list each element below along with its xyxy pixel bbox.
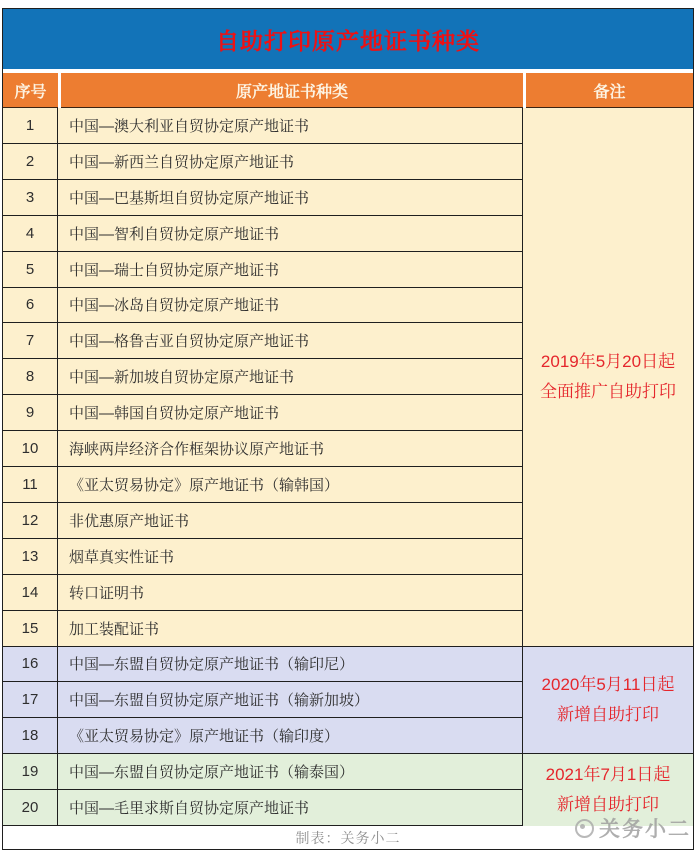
row-seq: 6 (3, 288, 58, 324)
row-seq: 20 (3, 790, 58, 826)
row-certificate-type: 中国—韩国自贸协定原产地证书 (58, 395, 523, 431)
row-certificate-type: 烟草真实性证书 (58, 539, 523, 575)
row-certificate-type: 中国—东盟自贸协定原产地证书（输新加坡） (58, 682, 523, 718)
row-certificate-type: 非优惠原产地证书 (58, 503, 523, 539)
watermark-text: 关务小二 (599, 818, 691, 841)
row-seq: 17 (3, 682, 58, 718)
row-seq: 8 (3, 359, 58, 395)
row-seq: 1 (3, 108, 58, 144)
row-certificate-type: 中国—瑞士自贸协定原产地证书 (58, 252, 523, 288)
column-header-type: 原产地证书种类 (61, 73, 523, 108)
row-seq: 15 (3, 611, 58, 647)
note-merged-cell (523, 108, 693, 647)
row-seq: 13 (3, 539, 58, 575)
row-seq: 7 (3, 323, 58, 359)
row-certificate-type: 中国—冰岛自贸协定原产地证书 (58, 288, 523, 324)
certificate-table (2, 8, 694, 850)
note-line2: 全面推广自助打印 (540, 381, 676, 401)
row-certificate-type: 加工装配证书 (58, 611, 523, 647)
table-header-row (3, 73, 693, 108)
row-certificate-type: 中国—巴基斯坦自贸协定原产地证书 (58, 180, 523, 216)
row-seq: 12 (3, 503, 58, 539)
note-line2: 新增自助打印 (557, 704, 659, 724)
row-seq: 18 (3, 718, 58, 754)
note-line1: 2021年7月1日起 (545, 765, 671, 785)
note-merged-cell (523, 754, 693, 826)
row-seq: 16 (3, 647, 58, 683)
table-footer (3, 826, 693, 849)
credit-text: 制表：关务小二 (295, 829, 401, 846)
row-seq: 11 (3, 467, 58, 503)
column-header-seq: 序号 (3, 73, 58, 108)
row-seq: 14 (3, 575, 58, 611)
row-certificate-type: 中国—新西兰自贸协定原产地证书 (58, 144, 523, 180)
row-certificate-type: 中国—东盟自贸协定原产地证书（输印尼） (58, 647, 523, 683)
column-header-note: 备注 (526, 73, 693, 108)
row-certificate-type: 中国—智利自贸协定原产地证书 (58, 216, 523, 252)
row-certificate-type: 中国—东盟自贸协定原产地证书（输泰国） (58, 754, 523, 790)
row-seq: 19 (3, 754, 58, 790)
row-seq: 2 (3, 144, 58, 180)
row-certificate-type: 《亚太贸易协定》原产地证书（输印度） (58, 718, 523, 754)
row-certificate-type: 《亚太贸易协定》原产地证书（输韩国） (58, 467, 523, 503)
note-line1: 2019年5月20日起 (540, 352, 676, 371)
table-body (3, 108, 693, 826)
note-line1: 2020年5月11日起 (541, 675, 675, 695)
row-certificate-type: 中国—新加坡自贸协定原产地证书 (58, 359, 523, 395)
title-bar (3, 9, 693, 69)
note-line2: 新增自助打印 (557, 795, 659, 815)
row-seq: 5 (3, 252, 58, 288)
row-seq: 10 (3, 431, 58, 467)
row-seq: 4 (3, 216, 58, 252)
page-title: 自助打印原产地证书种类 (216, 27, 480, 54)
row-seq: 3 (3, 180, 58, 216)
row-certificate-type: 中国—格鲁吉亚自贸协定原产地证书 (58, 323, 523, 359)
row-seq: 9 (3, 395, 58, 431)
note-merged-cell (523, 647, 693, 755)
row-certificate-type: 转口证明书 (58, 575, 523, 611)
row-certificate-type: 中国—毛里求斯自贸协定原产地证书 (58, 790, 523, 826)
row-certificate-type: 中国—澳大利亚自贸协定原产地证书 (58, 108, 523, 144)
row-certificate-type: 海峡两岸经济合作框架协议原产地证书 (58, 431, 523, 467)
